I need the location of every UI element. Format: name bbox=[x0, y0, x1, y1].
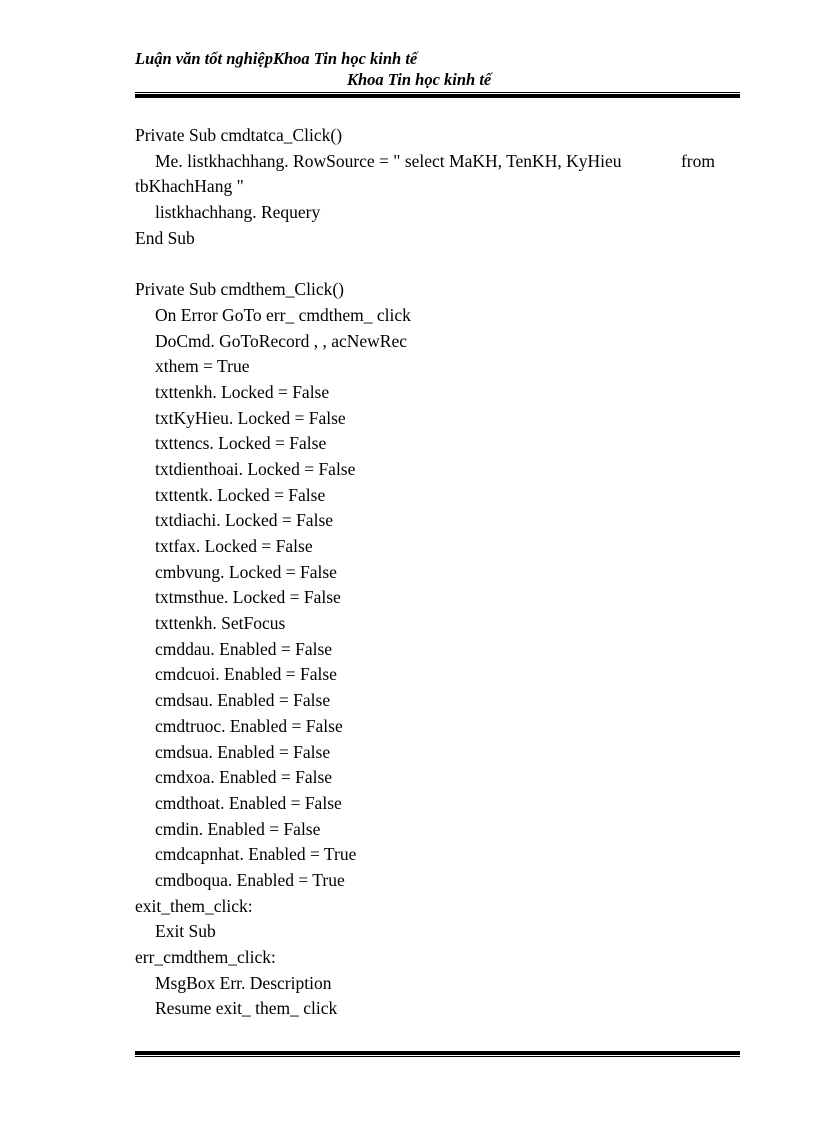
code-text: Me. listkhachhang. RowSource = " select MaKH, TenKH, KyHieu bbox=[155, 150, 622, 171]
code-line: cmdcapnhat. Enabled = True bbox=[155, 844, 357, 865]
code-line-msgbox: MsgBox Err. Description bbox=[155, 972, 332, 993]
sub-declaration: Private Sub cmdtatca_Click() bbox=[135, 125, 343, 145]
sub-declaration: Private Sub cmdthem_Click() bbox=[135, 279, 344, 300]
code-line: txttencs. Locked = False bbox=[155, 433, 327, 454]
code-listing bbox=[135, 123, 715, 1022]
code-line: cmdsau. Enabled = False bbox=[155, 690, 331, 711]
code-line: cmddau. Enabled = False bbox=[155, 638, 333, 659]
code-line: xthem = True bbox=[155, 356, 250, 377]
code-line-resume: Resume exit_ them_ click bbox=[155, 998, 338, 1019]
blank-line bbox=[135, 251, 715, 277]
header-divider bbox=[135, 92, 740, 98]
code-line: cmdthoat. Enabled = False bbox=[155, 792, 342, 813]
code-line: cmdsua. Enabled = False bbox=[155, 741, 331, 762]
code-line-rowsource bbox=[135, 149, 715, 175]
code-line: txtdiachi. Locked = False bbox=[155, 510, 334, 531]
sub-end: End Sub bbox=[135, 227, 195, 248]
code-line: txtmsthue. Locked = False bbox=[155, 587, 341, 608]
page-header bbox=[135, 48, 740, 90]
code-line: txtfax. Locked = False bbox=[155, 536, 313, 556]
code-label-err: err_cmdthem_click: bbox=[135, 947, 276, 967]
code-line: txttenkh. SetFocus bbox=[155, 613, 286, 634]
code-line: cmdxoa. Enabled = False bbox=[155, 767, 333, 788]
code-line: cmdboqua. Enabled = True bbox=[155, 869, 345, 890]
footer-divider bbox=[135, 1051, 740, 1057]
code-line-requery: listkhachhang. Requery bbox=[155, 202, 321, 223]
code-line: cmdin. Enabled = False bbox=[155, 818, 321, 839]
code-line: txtdienthoai. Locked = False bbox=[155, 458, 356, 479]
code-line: On Error GoTo err_ cmdthem_ click bbox=[155, 304, 411, 325]
code-line: txttenkh. Locked = False bbox=[155, 381, 330, 402]
header-title-line2: Khoa Tin học kinh tế bbox=[347, 70, 492, 89]
code-line-continuation: tbKhachHang " bbox=[135, 176, 244, 197]
code-line: cmbvung. Locked = False bbox=[155, 561, 337, 582]
code-text: from bbox=[680, 150, 715, 171]
code-line: txttentk. Locked = False bbox=[155, 484, 326, 505]
code-line: txtKyHieu. Locked = False bbox=[155, 407, 346, 428]
sub-body bbox=[135, 303, 715, 894]
code-line: cmdcuoi. Enabled = False bbox=[155, 664, 337, 685]
code-label-exit: exit_them_click: bbox=[135, 895, 253, 916]
code-line-exit-sub: Exit Sub bbox=[155, 921, 216, 942]
header-title-line1: Luận văn tốt nghiệpKhoa Tin học kinh tế bbox=[135, 49, 418, 68]
code-line: cmdtruoc. Enabled = False bbox=[155, 715, 343, 736]
code-line: DoCmd. GoToRecord , , acNewRec bbox=[155, 330, 407, 351]
